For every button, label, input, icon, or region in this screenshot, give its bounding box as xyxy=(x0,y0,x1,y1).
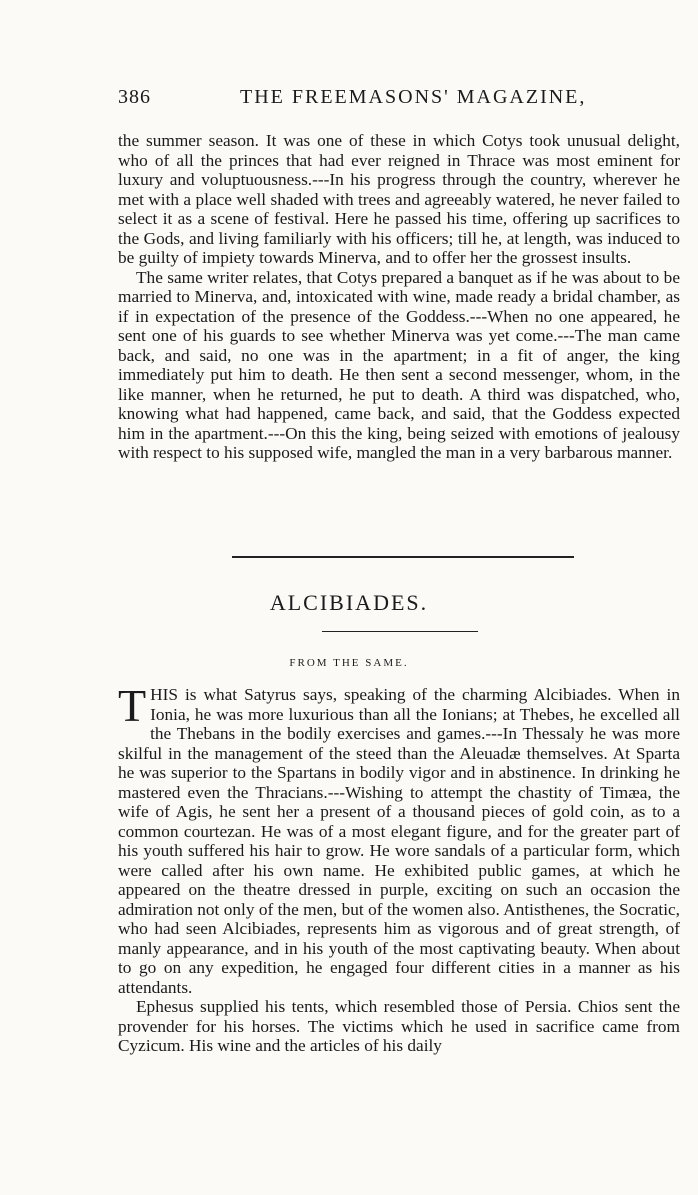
paragraph: the summer season. It was one of these in which Cotys took unusual delight, who of all the princes that had ever reigned in Thrace was most eminent for luxury and voluptuousness.---In his progress through the country, wherever he met with a place well shaded with trees and agreeably watered, he never failed to select it as a scene of festival. Here he passed his time, offering up sacrifices to the Gods, and living familiarly with his officers; till he, at length, was induced to be guilty of impiety towards Minerva, and to offer her the grossest insults. xyxy=(118,131,680,267)
page-header xyxy=(118,86,678,112)
drop-cap: T xyxy=(118,680,147,731)
article-source: FROM THE SAME. xyxy=(289,657,409,669)
section-divider xyxy=(232,556,574,558)
running-title: THE FREEMASONS' MAGAZINE, xyxy=(240,86,587,108)
article-title: ALCIBIADES. xyxy=(269,590,429,615)
title-underline xyxy=(322,631,478,632)
paragraph-text: HIS is what Satyrus says, speaking of the charming Alcibiades. When in Ionia, he was more luxurious than all the Ionians; at Thebes, he excelled all the Thebans in the bodily exercises and games.---In Thessaly he was more skilful in the management of the steed than the Aleuadæ themselves. At Sparta he was superior to the Spartans in bodily vigor and in abstinence. In drinking he mastered even the Thracians.---Wishing to attempt the chastity of Timæa, the wife of Agis, he sent her a present of a thousand pieces of gold coin, as to a common courtezan. He was of a most elegant figure, and for the greater part of his youth suffered his hair to grow. He wore sandals of a particular form, which were called after his own name. He exhibited public games, at which he appeared on the theatre dressed in purple, exciting on such an occasion the admiration not only of the men, but of the women also. Antisthenes, the Socratic, who had seen Alcibiades, represents him as vigorous and of great strength, of manly appearance, and in his youth of the most captivating beauty. When about to go on any expedition, he engaged four different cities in a manner as his attendants. xyxy=(118,685,680,997)
article-body xyxy=(118,680,680,1056)
paragraph: Ephesus supplied his tents, which resembled those of Persia. Chios sent the provender for his horses. The victims which he used in sacrifice came from Cyzicum. His wine and the articles of his daily xyxy=(118,997,680,1055)
paragraph xyxy=(118,680,680,997)
page-number: 386 xyxy=(118,86,151,108)
continued-text xyxy=(118,131,680,463)
paragraph: The same writer relates, that Cotys prepared a banquet as if he was about to be married to Minerva, and, intoxicated with wine, made ready a bridal chamber, as if in expectation of the presence of the Goddess.---When no one appeared, he sent one of his guards to see whether Minerva was yet come.---The man came back, and said, no one was in the apartment; in a fit of anger, the king immediately put him to death. He then sent a second messenger, whom, in the like manner, when he returned, he put to death. A third was dispatched, who, knowing what had happened, came back, and said, that the Goddess expected him in the apartment.---On this the king, being seized with emotions of jealousy with respect to his supposed wife, mangled the man in a very barbarous manner. xyxy=(118,267,680,462)
